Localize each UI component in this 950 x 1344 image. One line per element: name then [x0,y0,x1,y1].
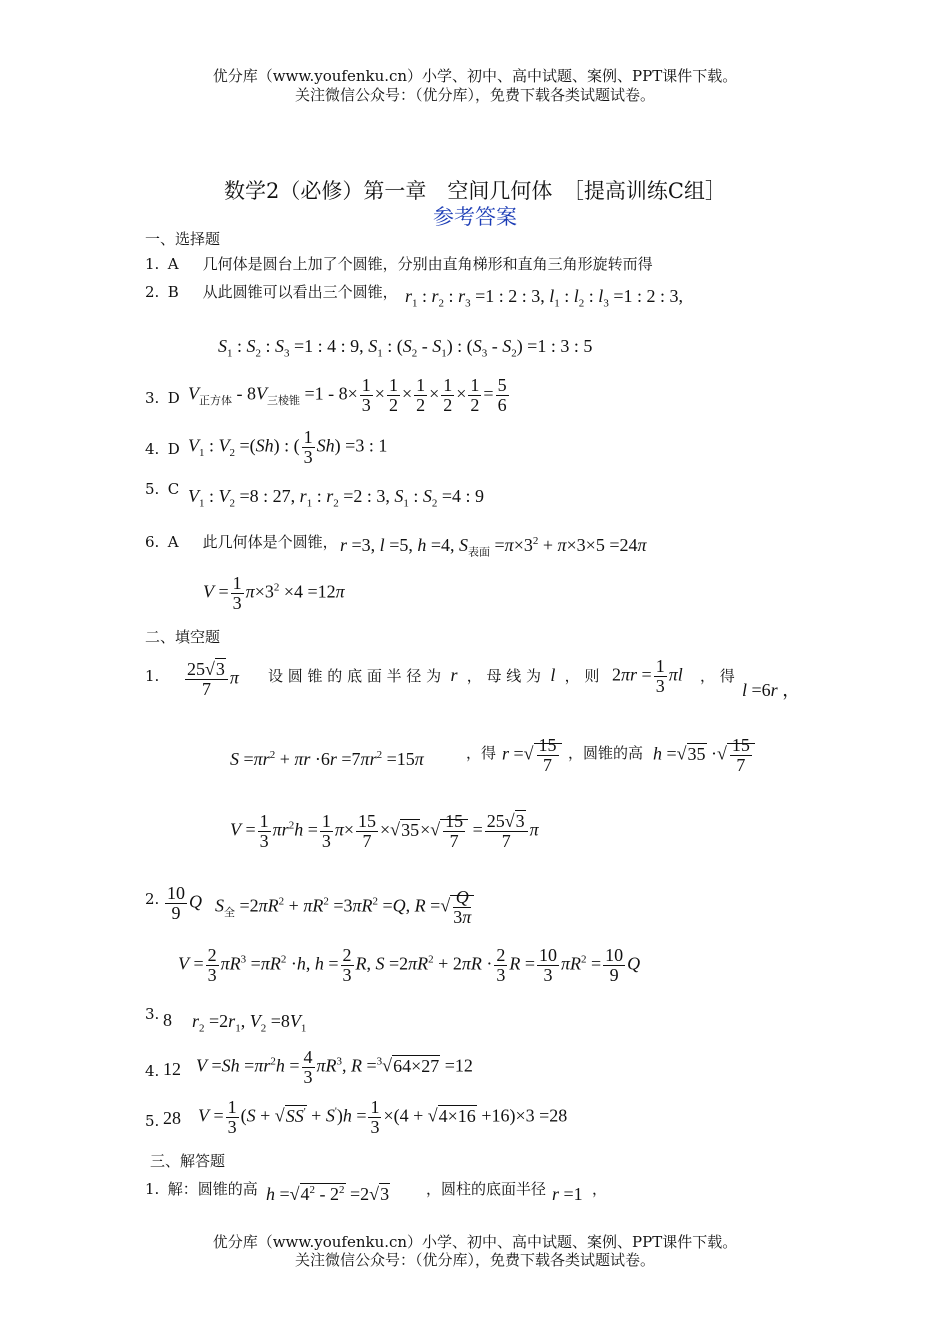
q-num: 5. [145,480,160,498]
formula-fill-q1-e: h =√35 ·√ $\frac{15}{7}$ [653,736,755,775]
fill-q1-num: 1. [145,667,160,685]
formula-q5: $V_1$ : $V_2 =8$ : 27, $r_1$ : $r_2 =2$ : 3, $S_1$ : $S_2 =4$ : 9 [188,486,485,510]
section-choice: 一、选择题 [145,230,221,248]
choice-q6 [145,531,338,552]
fill-q5-ans: 28 [163,1108,181,1128]
fill-q2-num: 2. [145,890,160,908]
q-ans: B [167,283,179,301]
q-num: 4. [145,440,160,458]
page-subtitle: 参考答案 [433,205,517,229]
formula-fill-q1-c: $S =\pi r^2 + \pi r \cdot 6r =7\pi r^2 =15\pi$ [230,749,424,769]
choice-q2 [145,281,398,302]
formula-q2-a: $r_1$ : $r_2$ : $r_3 =1$ : 2 : 3, $l_1$ : $l_2$ : $l_3 =1$ : 2 : 3, [405,286,683,310]
fill-q1-text-d: ， 得 [700,667,735,685]
formula-fill-q1-a: 2πr = $\frac{1}{3}$ πl [612,656,683,696]
q-text: 从此圆锥可以看出三个圆锥， [202,283,398,301]
formula-solve-q1-a: $h =√4^2 - 2^2 =2√3$ [266,1184,390,1204]
fill-q2-ans: $\frac{10}{9}$ Q [167,883,202,923]
q-num: 6. [145,533,160,551]
formula-fill-q2-a: $S_全 =2\pi R^2 + \pi R^2 =3\pi R^2 =Q$, R =√ $\frac{Q}{3\pi}$ [215,888,474,927]
q-ans: D [167,440,180,458]
formula-fill-q3: $r_2 =2r_1$, $V_2 =8V_1$ [192,1011,307,1035]
fill-q1-text-f: ，圆锥的高 [568,744,644,762]
q-ans: C [167,480,180,498]
formula-fill-q1-b: l =6r ， [742,680,801,700]
q-ans: A [167,255,179,273]
fill-q4-num: 4. [145,1062,160,1080]
fill-q5-num: 5. [145,1112,160,1130]
q-num: 1. [145,1180,160,1198]
fill-q3-num: 3. [145,1005,160,1023]
q-text: 几何体是圆台上加了个圆锥，分别由直角梯形和直角三角形旋转而得 [202,255,653,273]
fill-q1-text-e: ，得 [466,744,497,762]
q-num: 3. [145,389,160,407]
choice-q1 [145,253,653,274]
fill-q1-text-b: ， 母 线 为 [466,667,542,685]
header-line-2: 关注微信公众号：（优分库），免费下载各类试题试卷。 [294,86,655,104]
formula-fill-q1-d: r =√ $\frac{15}{7}$ [502,736,562,775]
formula-fill-q5: V = $\frac{1}{3}$ (S + √SS' + S')h = $\frac{1}{3}$ ×(4 + √4×16 +16)×3 =28 [198,1097,568,1137]
formula-q6-b: V = $\frac{1}{3}$ $\pi\times 3^2 \times 4 =12\pi$ [203,573,345,613]
footer-line-1: 优分库（www.youfenku.cn）小学、初中、高中试题、案例、PPT课件下载。 [212,1233,738,1251]
formula-solve-q1-b: r =1 [552,1184,583,1204]
fill-q1-text-a: 设 圆 锥 的 底 面 半 径 为 [268,667,442,685]
formula-q4: $V_1$ : $V_2 =(Sh)$ : ( $\frac{1}{3}$ Sh) =3 : 1 [188,427,388,467]
q-ans: D [167,389,180,407]
q-num: 2. [145,283,160,301]
formula-q6-a: r =3, l =5, h =4, $S_{表面} =\pi\times 3^2 + \pi\times 3\times 5 =24\pi$ [340,535,647,559]
q-text: 此几何体是个圆锥， [202,533,338,551]
solve-q1 [145,1178,258,1199]
fill-q3-ans: 8 [163,1010,172,1030]
page-title: 数学2（必修）第一章 空间几何体 ［提高训练C组］ [224,179,726,203]
formula-fill-q1-f: V = $\frac{1}{3}$ $\pi r^2h$ = $\frac{1}{3}$ π× $\frac{15}{7}$ ×√35×√ $\frac{15}{7}$ = $\frac{25√3}{7}$ π [230,811,539,851]
q-ans: A [167,533,179,551]
fill-q1-text: 设 圆 锥 的 底 面 半 径 为 r ， 母 线 为 l ， 则 [268,665,600,685]
formula-fill-q2-b: V = $\frac{2}{3}$ $\pi R^3 =\pi R^2 \cdot h$, h = $\frac{2}{3}$ R, $S =2\pi R^2 + 2\pi R$ · $\frac{2}{3}$ R = $\frac{10}{3}$ $\pi R^2$ = $\frac{10}{9}$ Q [178,945,641,985]
fill-q4-ans: 12 [163,1059,181,1079]
solve-q1-text-b: ，圆柱的底面半径 [426,1180,547,1198]
solve-q1-text-c: ， [592,1180,608,1198]
section-solve: 三、解答题 [150,1152,226,1170]
fill-q1-text-c: ， 则 [564,667,600,685]
fill-q1-ans: $\frac{25√3}{7}$ π [187,659,239,699]
solve-q1-text-a: 解：圆锥的高 [167,1180,258,1198]
q-num: 1. [145,255,160,273]
section-fill: 二、填空题 [145,628,221,646]
header-line-1: 优分库（www.youfenku.cn）小学、初中、高中试题、案例、PPT课件下载。 [212,67,738,85]
footer-line-2: 关注微信公众号：（优分库），免费下载各类试题试卷。 [294,1251,655,1269]
formula-q3: $V_{正方体} - 8V_{三棱锥} =1 - 8\times$ $\frac{1}{3}$ × $\frac{1}{2}$ × $\frac{1}{2}$ × $\frac{1}{2}$ × $\frac{1}{2}$ = $\frac{5}{6}$ [188,375,507,415]
formula-fill-q4: $V =Sh =\pi r^2h$ = $\frac{4}{3}$ $\pi R^3$, R =$^3$√64×27 =12 [196,1047,473,1087]
formula-q2-b: $S_1$ : $S_2$ : $S_3 =1$ : 4 : 9, $S_1$ : $(S_2 - S_1)$ : $(S_3 - S_2) =1$ : 3 : 5 [218,336,593,360]
